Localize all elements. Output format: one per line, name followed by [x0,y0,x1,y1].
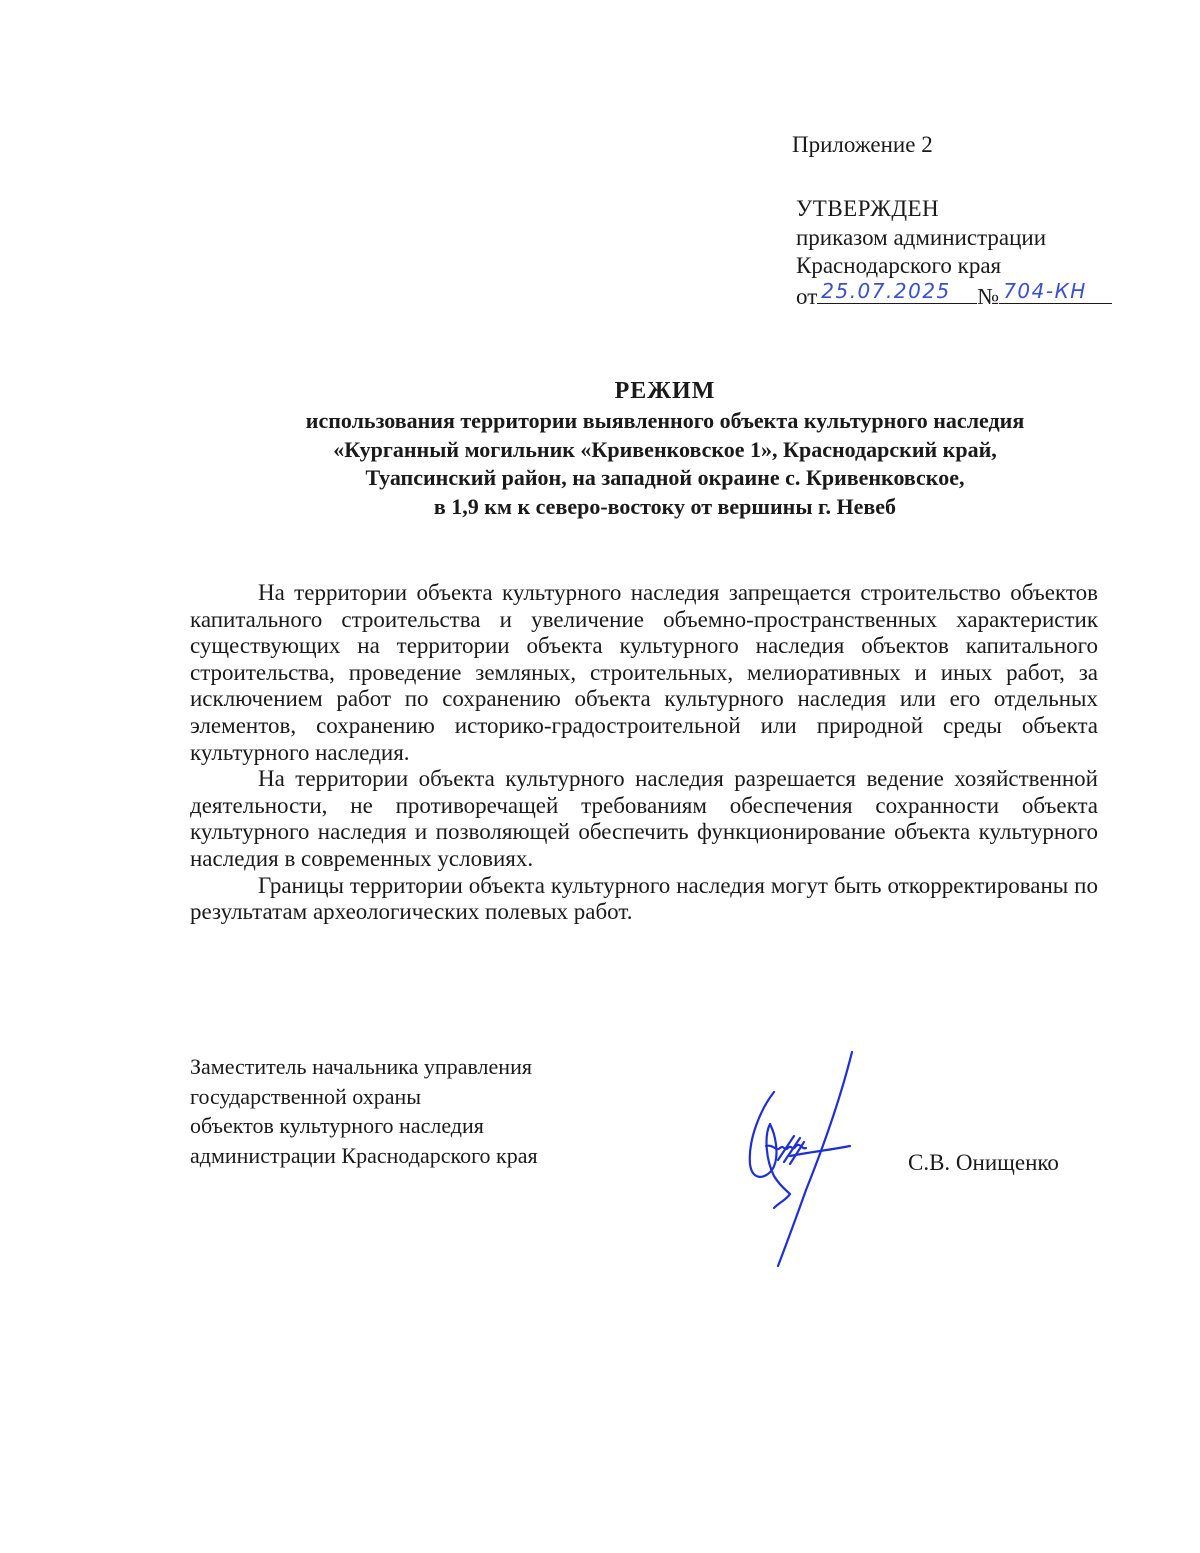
number-sign: № [977,283,1000,309]
paragraph-prohibitions: На территории объекта культурного наследия запрещается строительство объектов капитального строительства и увеличение объемно-пространственных характеристик существующих на территории объекта культурного наследия объектов капитального строительства, проведение земляных, строительных, мелиоративных и иных работ, за исключением работ по сохранению объекта культурного наследия или его отдельных элементов, сохранению историко-градостроительной или природной среды объекта культурного наследия. [190,580,1098,765]
approved-label: УТВЕРЖДЕН [796,196,940,221]
order-date-number-line [796,281,1112,312]
body-text [190,580,1098,926]
handwritten-signature [730,1040,870,1280]
approved-by-line-1: приказом администрации [796,224,1047,250]
title-line-4: в 1,9 км к северо-востоку от вершины г. Невеб [433,493,897,519]
paragraph-permissions: На территории объекта культурного наследия разрешается ведение хозяйственной деятельности, не противоречащей требованиям обеспечения сохранности объекта культурного наследия и позволяющей обеспечить функционирование объекта культурного наследия в современных условиях. [190,766,1098,871]
title-line-2: «Курганный могильник «Кривенковское 1», Краснодарский край, [333,436,997,462]
signer-position-line-3: объектов культурного наследия [190,1113,484,1138]
title-line-3: Туапсинский район, на западной окраине с. Кривенковское, [365,465,965,490]
approved-by-line-2: Краснодарского края [796,253,1002,278]
signer-position [190,1052,538,1170]
signer-name: С.В. Онищенко [908,1150,1059,1175]
signer-position-line-4: администрации Краснодарского края [190,1142,538,1168]
signer-position-line-1: Заместитель начальника управления [190,1054,532,1079]
handwritten-number: 704-КН [1003,279,1087,303]
approval-block [796,195,1112,311]
date-field [817,281,977,304]
from-prefix: от [796,283,818,309]
title-line-1: использования территории выявленного объекта культурного наследия [305,408,1025,433]
signer-position-line-2: государственной охраны [190,1083,422,1109]
document-title [200,375,1130,521]
title-heading: РЕЖИМ [614,378,716,404]
number-field [999,281,1112,304]
handwritten-date: 25.07.2025 [821,279,951,303]
paragraph-boundaries: Границы территории объекта культурного наследия могут быть откорректированы по результатам археологических полевых работ. [190,872,1098,925]
appendix-label: Приложение 2 [792,132,933,157]
